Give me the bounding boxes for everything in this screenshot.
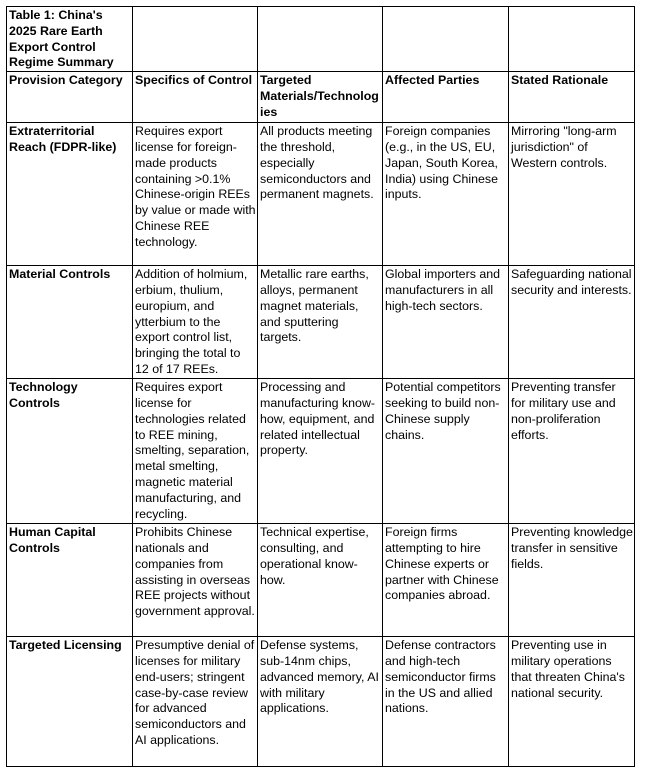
row-parties: Foreign firms attempting to hire Chinese experts or partner with Chinese companies abroad.	[383, 524, 509, 637]
row-materials: Metallic rare earths, alloys, permanent magnet materials, and sputtering targets.	[258, 266, 383, 379]
table-row	[7, 266, 635, 379]
row-category: Technology Controls	[7, 379, 133, 524]
row-materials: Technical expertise, consulting, and operational know-how.	[258, 524, 383, 637]
row-parties: Defense contractors and high-tech semiconductor firms in the US and allied nations.	[383, 637, 509, 767]
row-parties: Potential competitors seeking to build non-Chinese supply chains.	[383, 379, 509, 524]
row-category: Targeted Licensing	[7, 637, 133, 767]
row-rationale: Mirroring "long-arm jurisdiction" of Western controls.	[509, 123, 635, 266]
empty-cell	[133, 7, 258, 72]
row-rationale: Preventing knowledge transfer in sensitive fields.	[509, 524, 635, 637]
row-specifics: Requires export license for technologies related to REE mining, smelting, separation, metal smelting, magnetic material manufacturing, and recycling.	[133, 379, 258, 524]
table-title: Table 1: China's 2025 Rare Earth Export Control Regime Summary	[7, 7, 133, 72]
table-row	[7, 524, 635, 637]
header-provision-category: Provision Category	[7, 72, 133, 123]
table-row	[7, 123, 635, 266]
row-rationale: Preventing use in military operations that threaten China's national security.	[509, 637, 635, 767]
row-specifics: Addition of holmium, erbium, thulium, europium, and ytterbium to the export control list, bringing the total to 12 of 17 REEs.	[133, 266, 258, 379]
row-parties: Foreign companies (e.g., in the US, EU, Japan, South Korea, India) using Chinese inputs.	[383, 123, 509, 266]
table-title-row	[7, 7, 635, 72]
empty-cell	[258, 7, 383, 72]
row-specifics: Presumptive denial of licenses for military end-users; stringent case-by-case review for advanced semiconductors and AI applications.	[133, 637, 258, 767]
empty-cell	[383, 7, 509, 72]
row-materials: All products meeting the threshold, especially semiconductors and permanent magnets.	[258, 123, 383, 266]
row-materials: Defense systems, sub-14nm chips, advanced memory, AI with military applications.	[258, 637, 383, 767]
header-specifics-of-control: Specifics of Control	[133, 72, 258, 123]
header-affected-parties: Affected Parties	[383, 72, 509, 123]
row-category: Extraterritorial Reach (FDPR-like)	[7, 123, 133, 266]
row-category: Human Capital Controls	[7, 524, 133, 637]
row-specifics: Prohibits Chinese nationals and companies from assisting in overseas REE projects without government approval.	[133, 524, 258, 637]
row-materials: Processing and manufacturing know-how, equipment, and related intellectual property.	[258, 379, 383, 524]
empty-cell	[509, 7, 635, 72]
rare-earth-summary-table	[6, 6, 635, 767]
row-category: Material Controls	[7, 266, 133, 379]
table-row	[7, 637, 635, 767]
table-row	[7, 379, 635, 524]
row-rationale: Safeguarding national security and interests.	[509, 266, 635, 379]
header-row	[7, 72, 635, 123]
row-rationale: Preventing transfer for military use and non-proliferation efforts.	[509, 379, 635, 524]
header-targeted-materials: Targeted Materials/Technologies	[258, 72, 383, 123]
header-stated-rationale: Stated Rationale	[509, 72, 635, 123]
row-parties: Global importers and manufacturers in all high-tech sectors.	[383, 266, 509, 379]
row-specifics: Requires export license for foreign-made products containing >0.1% Chinese-origin REEs by value or made with Chinese REE technology.	[133, 123, 258, 266]
